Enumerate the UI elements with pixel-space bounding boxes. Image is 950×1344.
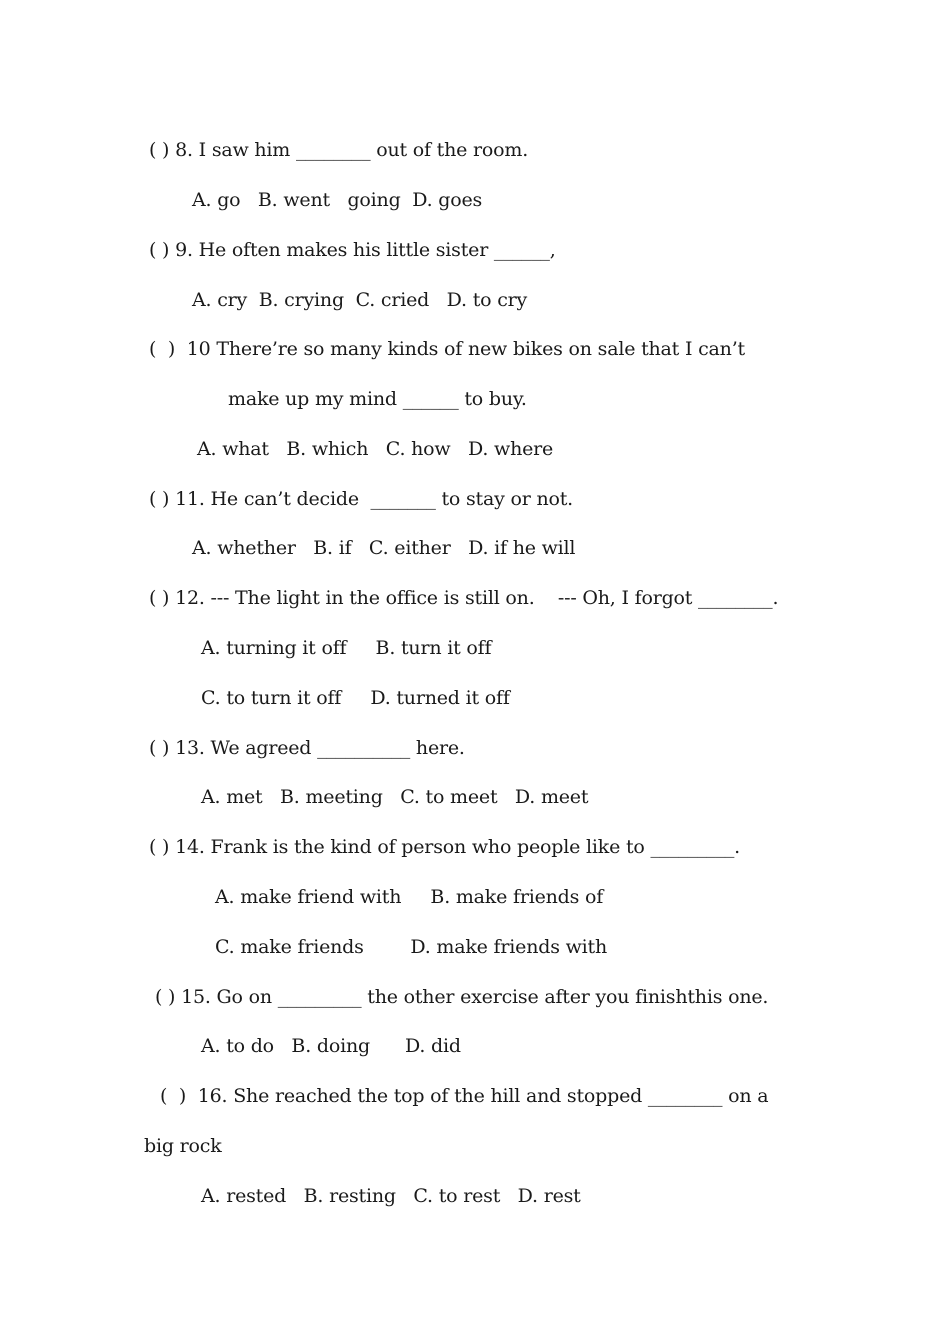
question-8-stem: ( ) 8. I saw him ________ out of the room.	[149, 139, 529, 161]
question-12-options-row-2: C. to turn it off D. turned it off	[201, 687, 510, 709]
question-14-options-row-2: C. make friends D. make friends with	[215, 936, 607, 958]
question-14-stem: ( ) 14. Frank is the kind of person who people like to _________.	[149, 836, 741, 858]
question-10-options: A. what B. which C. how D. where	[197, 438, 554, 460]
question-13-stem: ( ) 13. We agreed __________ here.	[149, 737, 465, 759]
question-16-stem: ( ) 16. She reached the top of the hill and stopped ________ on a	[160, 1085, 769, 1107]
question-12-options-row-1: A. turning it off B. turn it off	[201, 637, 492, 659]
question-11-options: A. whether B. if C. either D. if he will	[192, 537, 576, 559]
question-15-options: A. to do B. doing D. did	[201, 1035, 461, 1057]
question-10-stem: ( ) 10 There’re so many kinds of new bikes on sale that I can’t	[149, 338, 745, 360]
question-16-stem-continued: big rock	[144, 1135, 222, 1157]
question-10-stem-continued: make up my mind ______ to buy.	[228, 388, 527, 410]
question-16-options: A. rested B. resting C. to rest D. rest	[201, 1185, 581, 1207]
question-12-stem: ( ) 12. --- The light in the office is still on. --- Oh, I forgot ________.	[149, 587, 779, 609]
question-13-options: A. met B. meeting C. to meet D. meet	[201, 786, 589, 808]
question-9-options: A. cry B. crying C. cried D. to cry	[192, 289, 528, 311]
question-11-stem: ( ) 11. He can’t decide _______ to stay or not.	[149, 488, 573, 510]
question-14-options-row-1: A. make friend with B. make friends of	[215, 886, 604, 908]
question-15-stem: ( ) 15. Go on _________ the other exercise after you finishthis one.	[155, 986, 769, 1008]
question-8-options: A. go B. went going D. goes	[192, 189, 483, 211]
question-9-stem: ( ) 9. He often makes his little sister ______,	[149, 239, 556, 261]
